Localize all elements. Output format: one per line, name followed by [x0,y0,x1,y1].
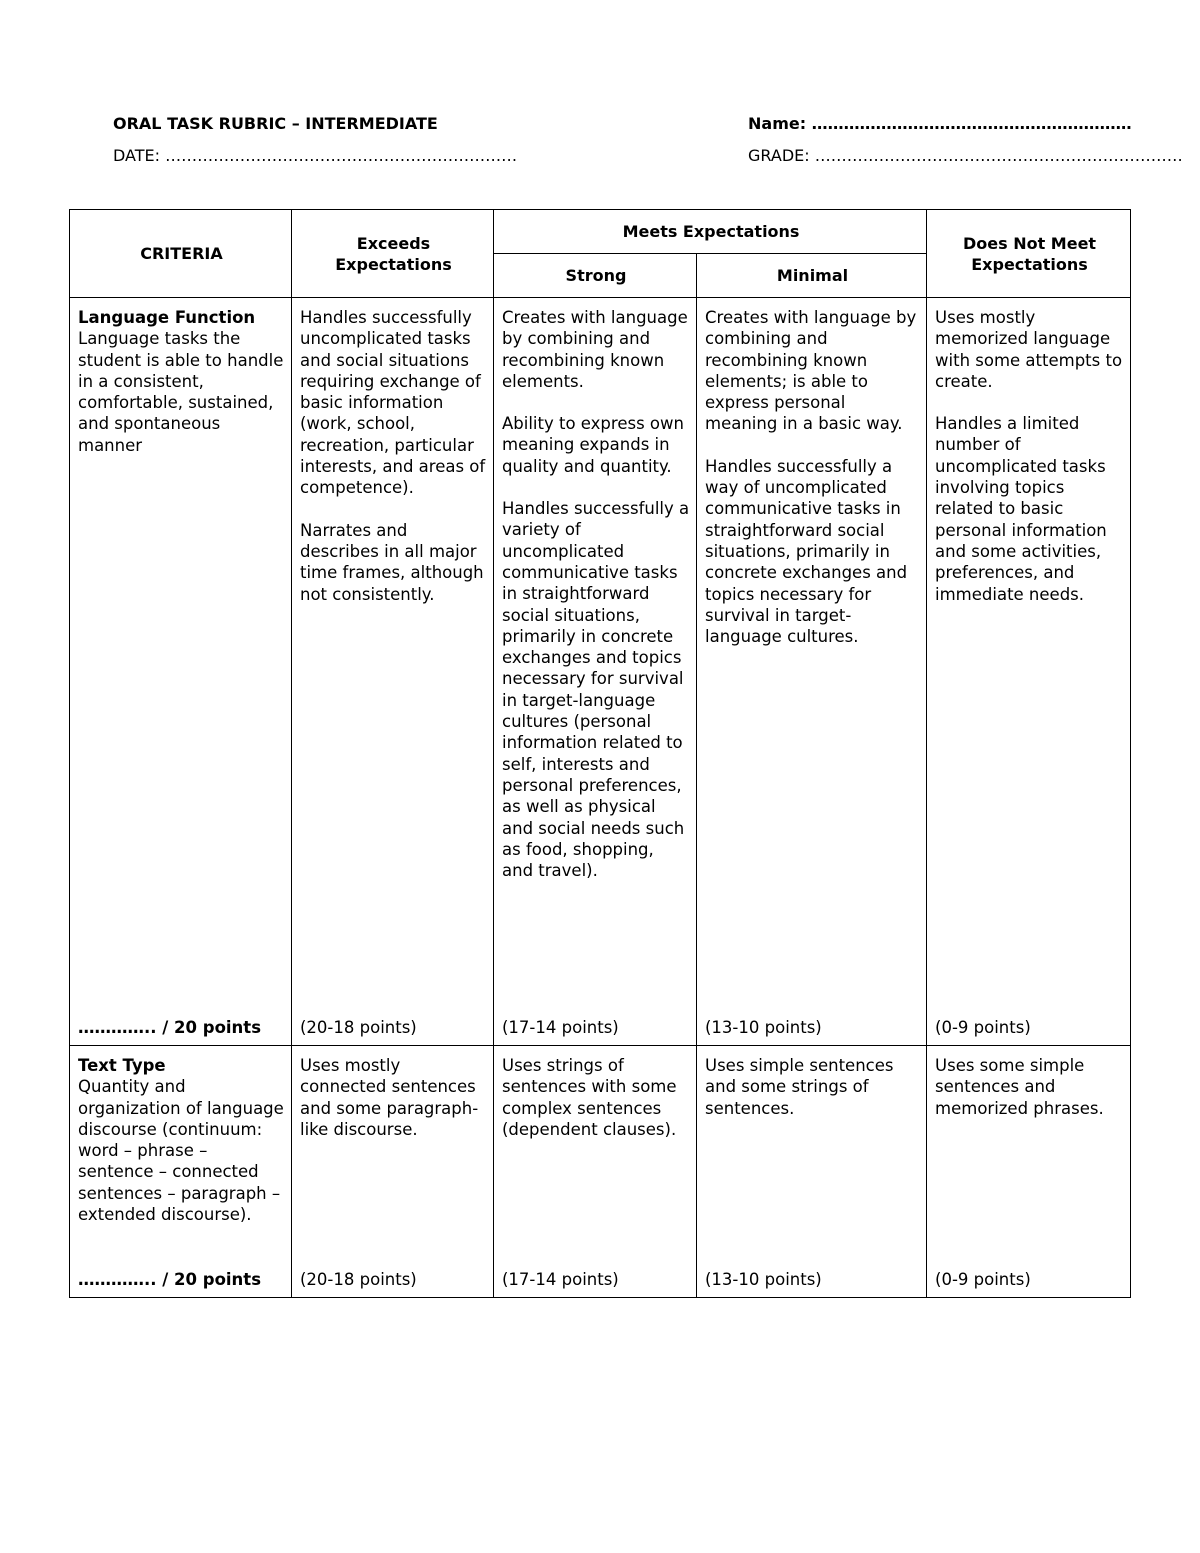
descriptor-paragraph: Uses some simple sentences and memorized phrases. [935,1056,1104,1118]
points-range: (0-9 points) [935,1269,1031,1289]
points-field: ………….. / 20 points [78,1269,262,1289]
points-range: (17-14 points) [502,1269,619,1289]
points-range: (20-18 points) [300,1269,417,1289]
points-range: (20-18 points) [300,1017,417,1037]
descriptor-paragraph: Uses mostly memorized language with some attempts to create. [935,308,1123,391]
grade-field: GRADE: …………………………………………………………… [748,146,1183,165]
descriptor-paragraph: Ability to express own meaning expands in quality and quantity. [502,414,684,476]
criteria-cell [70,1046,292,1298]
table-row [70,1046,1131,1298]
header-meets: Meets Expectations [494,210,927,254]
points-range: (0-9 points) [935,1017,1031,1037]
minimal-cell [697,1046,927,1298]
header-exceeds: Exceeds Expectations [292,210,494,298]
does-not-meet-cell [927,298,1131,1046]
header-strong: Strong [494,254,697,298]
document-title: ORAL TASK RUBRIC – INTERMEDIATE [113,114,438,133]
points-range: (13-10 points) [705,1269,822,1289]
does-not-meet-cell [927,1046,1131,1298]
criteria-description: Language tasks the student is able to handle in a consistent, comfortable, sustained, and spontaneous manner [78,329,284,455]
criteria-description: Quantity and organization of language discourse (continuum: word – phrase – sentence – connected sentences – paragraph – extended discourse). [78,1077,284,1225]
descriptor-paragraph: Creates with language by combining and recombining known elements; is able to express personal meaning in a basic way. [705,308,917,434]
criteria-cell [70,298,292,1046]
points-range: (17-14 points) [502,1017,619,1037]
header-criteria: CRITERIA [70,210,292,298]
descriptor-paragraph: Uses strings of sentences with some complex sentences (dependent clauses). [502,1056,677,1139]
header-minimal: Minimal [697,254,927,298]
strong-cell [494,1046,697,1298]
exceeds-cell [292,1046,494,1298]
descriptor-paragraph: Handles successfully uncomplicated tasks and social situations requiring exchange of basic information (work, school, recreation, particular interests, and areas of competence). [300,308,486,498]
date-field: DATE: ………………………………………………………… [113,146,518,165]
table-row [70,298,1131,1046]
descriptor-paragraph: Handles a limited number of uncomplicated tasks involving topics related to basic personal information and some activities, preferences, and immediate needs. [935,414,1107,604]
minimal-cell [697,298,927,1046]
descriptor-paragraph: Handles successfully a way of uncomplicated communicative tasks in straightforward social situations, primarily in concrete exchanges and topics necessary for survival in target-language cultures. [705,456,908,647]
header-does-not-meet: Does Not Meet Expectations [927,210,1131,298]
points-field: ………….. / 20 points [78,1017,262,1037]
exceeds-cell [292,298,494,1046]
rubric-table [69,209,1131,1298]
points-range: (13-10 points) [705,1017,822,1037]
descriptor-paragraph: Creates with language by combining and recombining known elements. [502,308,688,391]
criteria-title: Text Type [78,1056,166,1075]
descriptor-paragraph: Uses simple sentences and some strings of sentences. [705,1056,894,1118]
criteria-title: Language Function [78,308,256,327]
descriptor-paragraph: Narrates and describes in all major time frames, although not consistently. [300,520,484,604]
descriptor-paragraph: Handles successfully a variety of uncomplicated communicative tasks in straightforward social situations, primarily in concrete exchanges and topics necessary for survival in target-language cultures (personal information related to self, interests and personal preferences, as well as physical and social needs such as food, shopping, and travel). [502,499,690,881]
descriptor-paragraph: Uses mostly connected sentences and some paragraph-like discourse. [300,1056,479,1139]
name-field: Name: …………………………………………………… [748,114,1132,133]
strong-cell [494,298,697,1046]
